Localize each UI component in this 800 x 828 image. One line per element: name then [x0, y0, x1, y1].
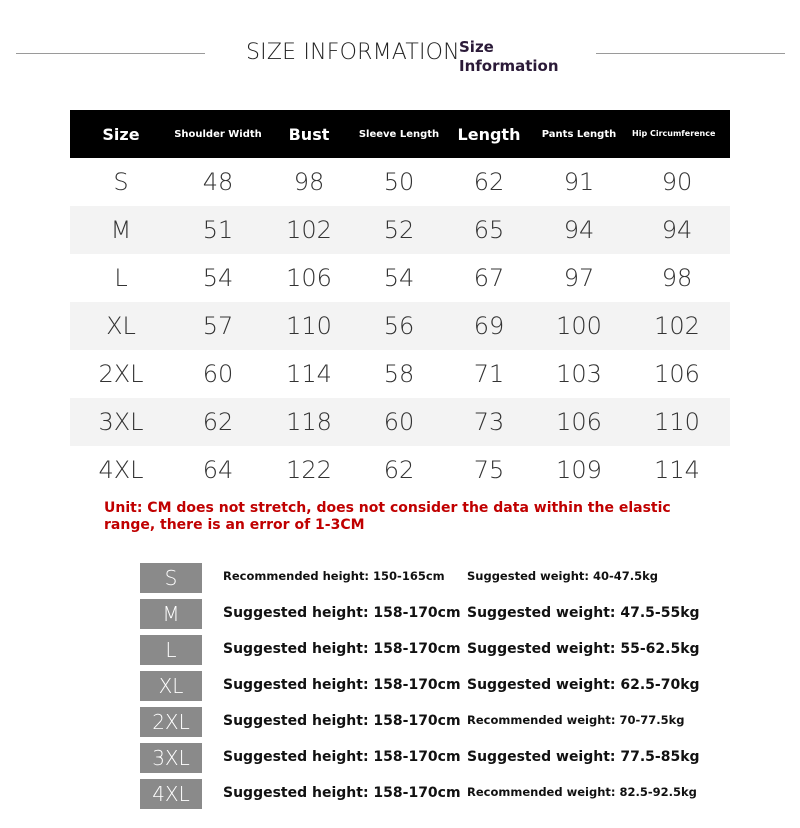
column-header-length: Length — [444, 110, 534, 158]
cell-shoulder-width: 57 — [172, 302, 264, 350]
cell-sleeve-length: 50 — [383, 168, 415, 196]
header-rule-right — [596, 53, 785, 54]
recommendation-row — [140, 635, 740, 671]
cell-shoulder-width: 64 — [202, 456, 234, 484]
height-recommendation: Suggested height: 158-170cm — [223, 677, 461, 693]
recommendation-row — [140, 779, 740, 815]
cell-pants-length: 103 — [556, 360, 602, 388]
cell-bust: 114 — [286, 360, 332, 388]
cell-size: XL — [70, 302, 172, 350]
cell-hip-circumference: 94 — [624, 206, 730, 254]
height-recommendation: Suggested height: 158-170cm — [223, 749, 461, 765]
cell-size: M — [70, 206, 172, 254]
cell-pants-length: 91 — [563, 168, 595, 196]
cell-pants-length: 106 — [534, 398, 624, 446]
cell-size: 4XL — [98, 456, 144, 484]
cell-size: L — [114, 264, 128, 292]
cell-hip-circumference: 106 — [654, 360, 700, 388]
recommendation-row — [140, 671, 740, 707]
cell-bust: 110 — [264, 302, 354, 350]
cell-bust: 118 — [264, 398, 354, 446]
page-subtitle: Size Information — [459, 38, 559, 75]
height-recommendation: Suggested height: 158-170cm — [223, 605, 461, 621]
column-header-sleeve-length: Sleeve Length — [354, 110, 444, 158]
cell-hip-circumference: 110 — [624, 398, 730, 446]
cell-sleeve-length: 62 — [383, 456, 415, 484]
column-header-pants-length: Pants Length — [534, 110, 624, 158]
table-row — [70, 446, 730, 494]
cell-shoulder-width: 54 — [202, 264, 234, 292]
cell-length: 67 — [473, 264, 505, 292]
cell-shoulder-width: 60 — [202, 360, 234, 388]
cell-pants-length: 100 — [534, 302, 624, 350]
size-badge: XL — [140, 671, 202, 701]
table-row — [70, 398, 730, 446]
cell-length: 69 — [444, 302, 534, 350]
cell-size: S — [113, 168, 129, 196]
cell-size: 2XL — [98, 360, 144, 388]
cell-length: 75 — [473, 456, 505, 484]
recommendation-row — [140, 707, 740, 743]
page-header — [0, 36, 800, 76]
cell-shoulder-width: 62 — [172, 398, 264, 446]
cell-length: 62 — [473, 168, 505, 196]
recommendation-row — [140, 563, 740, 599]
weight-recommendation: Suggested weight: 62.5-70kg — [467, 677, 700, 693]
height-recommendation: Suggested height: 158-170cm — [223, 785, 461, 801]
table-row — [70, 350, 730, 398]
weight-recommendation: Suggested weight: 55-62.5kg — [467, 641, 700, 657]
size-badge: L — [140, 635, 202, 665]
size-badge: 2XL — [140, 707, 202, 737]
size-badge: 4XL — [140, 779, 202, 809]
table-header-row — [70, 110, 730, 158]
recommendation-row — [140, 743, 740, 779]
cell-pants-length: 109 — [556, 456, 602, 484]
height-recommendation: Suggested height: 158-170cm — [223, 641, 461, 657]
header-rule-left — [16, 53, 205, 54]
table-row — [70, 158, 730, 206]
table-row — [70, 254, 730, 302]
cell-hip-circumference: 90 — [661, 168, 693, 196]
size-chart-table — [70, 110, 730, 494]
size-recommendation-list — [140, 563, 740, 815]
column-header-bust: Bust — [264, 110, 354, 158]
size-badge: M — [140, 599, 202, 629]
cell-hip-circumference: 114 — [654, 456, 700, 484]
table-row — [70, 302, 730, 350]
weight-recommendation: Recommended weight: 82.5-92.5kg — [467, 785, 697, 799]
page-title: SIZE INFORMATION — [246, 40, 460, 65]
cell-shoulder-width: 51 — [172, 206, 264, 254]
weight-recommendation: Recommended weight: 70-77.5kg — [467, 713, 685, 727]
cell-sleeve-length: 60 — [354, 398, 444, 446]
cell-bust: 102 — [264, 206, 354, 254]
weight-recommendation: Suggested weight: 47.5-55kg — [467, 605, 700, 621]
size-badge: 3XL — [140, 743, 202, 773]
column-header-shoulder-width: Shoulder Width — [172, 110, 264, 158]
cell-bust: 122 — [286, 456, 332, 484]
cell-length: 71 — [473, 360, 505, 388]
cell-bust: 106 — [286, 264, 332, 292]
cell-bust: 98 — [293, 168, 325, 196]
cell-hip-circumference: 98 — [661, 264, 693, 292]
weight-recommendation: Suggested weight: 77.5-85kg — [467, 749, 700, 765]
column-header-size: Size — [70, 110, 172, 158]
table-row — [70, 206, 730, 254]
cell-pants-length: 94 — [534, 206, 624, 254]
cell-length: 65 — [444, 206, 534, 254]
cell-sleeve-length: 52 — [354, 206, 444, 254]
column-header-hip-circumference: Hip Circumference — [624, 110, 730, 158]
recommendation-row — [140, 599, 740, 635]
size-badge: S — [140, 563, 202, 593]
cell-pants-length: 97 — [563, 264, 595, 292]
cell-shoulder-width: 48 — [202, 168, 234, 196]
cell-sleeve-length: 54 — [383, 264, 415, 292]
cell-size: 3XL — [70, 398, 172, 446]
cell-sleeve-length: 58 — [383, 360, 415, 388]
cell-length: 73 — [444, 398, 534, 446]
height-recommendation: Recommended height: 150-165cm — [223, 569, 445, 583]
weight-recommendation: Suggested weight: 40-47.5kg — [467, 569, 659, 583]
measurement-note: Unit: CM does not stretch, does not consider the data within the elastic range, there is an error of 1-3CM — [104, 500, 671, 533]
height-recommendation: Suggested height: 158-170cm — [223, 713, 461, 729]
cell-hip-circumference: 102 — [624, 302, 730, 350]
cell-sleeve-length: 56 — [354, 302, 444, 350]
